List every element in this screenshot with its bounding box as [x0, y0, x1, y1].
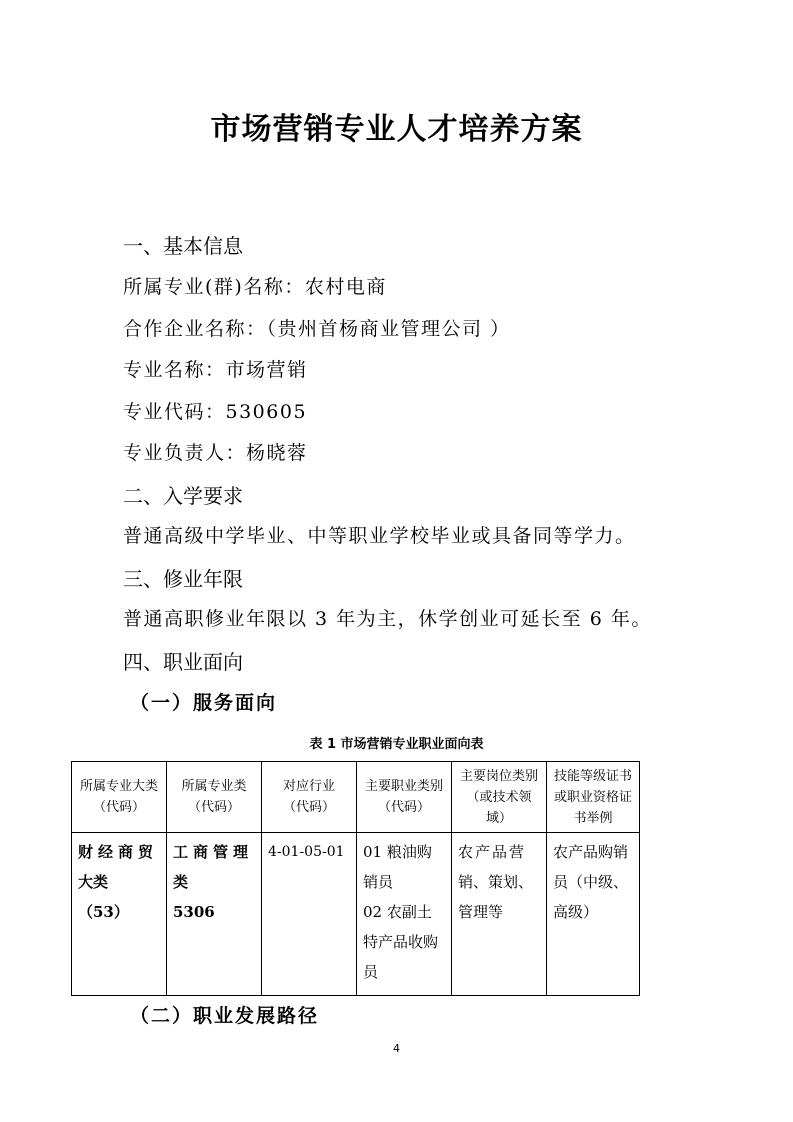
page-number: 4 — [393, 1042, 400, 1055]
header-major-category: 所属专业大类 （代码） — [72, 762, 167, 833]
cell-position: 农产品营 销、策划、 管理等 — [452, 833, 547, 996]
header-certificate: 技能等级证书 或职业资格证 书举例 — [547, 762, 640, 833]
section-heading-career: 四、职业面向 — [123, 650, 243, 674]
subheading-career-path: （二）职业发展路径 — [130, 1005, 320, 1027]
info-line-major-code: 专业代码：530605 — [123, 401, 308, 423]
cell-industry-code: 4-01-05-01 — [262, 833, 357, 996]
header-position: 主要岗位类别 （或技术领 域） — [452, 762, 547, 833]
page-title: 市场营销专业人才培养方案 — [210, 112, 583, 147]
section-heading-basic-info: 一、基本信息 — [123, 234, 243, 258]
duration-text: 普通高职修业年限以 3 年为主，休学创业可延长至 6 年。 — [123, 608, 652, 630]
info-line-partner-company: 合作企业名称：（贵州首杨商业管理公司 ） — [123, 318, 511, 340]
section-heading-admission: 二、入学要求 — [123, 484, 243, 508]
admission-text: 普通高级中学毕业、中等职业学校毕业或具备同等学力。 — [123, 525, 636, 547]
cell-major-category: 财经商贸 大类 （53） — [72, 833, 167, 996]
section-heading-duration: 三、修业年限 — [123, 567, 243, 591]
info-line-major-leader: 专业负责人：杨晓蓉 — [123, 442, 308, 464]
cell-occupation: 01 粮油购 销员 02 农副土 特产品收购 员 — [357, 833, 452, 996]
table-header-row — [72, 762, 640, 833]
cell-major-class: 工商管理 类 5306 — [167, 833, 262, 996]
info-line-major-name: 专业名称：市场营销 — [123, 359, 308, 381]
table-caption: 表 1 市场营销专业职业面向表 — [309, 737, 484, 752]
subheading-service-orientation: （一）服务面向 — [130, 692, 278, 714]
table-row — [72, 833, 640, 996]
info-line-major-group: 所属专业(群)名称：农村电商 — [123, 276, 387, 298]
header-industry: 对应行业 （代码） — [262, 762, 357, 833]
cell-certificate: 农产品购销 员（中级、 高级） — [547, 833, 640, 996]
header-occupation: 主要职业类别 （代码） — [357, 762, 452, 833]
career-orientation-table — [71, 761, 640, 996]
header-major-class: 所属专业类 （代码） — [167, 762, 262, 833]
